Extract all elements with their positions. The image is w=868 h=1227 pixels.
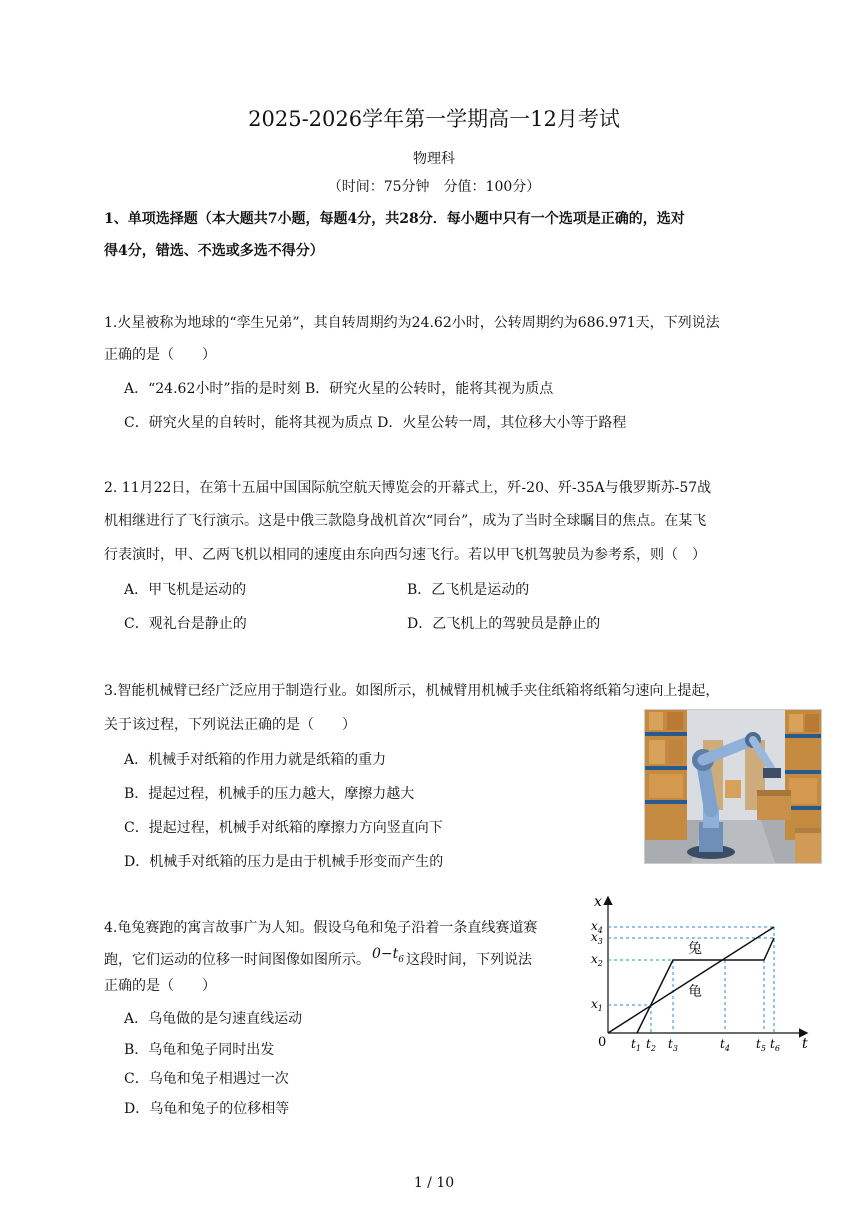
q3-option-b: B．提起过程，机械手的压力越大，摩擦力越大 — [124, 786, 415, 802]
subject-label: 物理科 — [413, 151, 455, 167]
t-axis-label: t — [802, 1036, 808, 1052]
q4-option-b: B．乌龟和兔子同时出发 — [124, 1042, 275, 1058]
t-tick-labels — [631, 1037, 780, 1053]
q4-interval-sub: 6 — [398, 954, 404, 965]
robot-arm-photo — [644, 709, 822, 864]
section1-heading-line1: 1、单项选择题（本大题共7小题，每题4分，共28分．每小题中只有一个选项是正确的，选对 — [104, 211, 685, 227]
t-tick-t3: $t_3$ — [668, 1037, 678, 1053]
q4-stem-line2 — [104, 946, 532, 971]
q2-stem-line3: 行表演时，甲、乙两飞机以相同的速度由东向西匀速飞行。若以甲飞机驾驶员为参考系，则（ ） — [104, 547, 706, 563]
tortoise-label: 龟 — [688, 984, 702, 1000]
q1-stem-line2: 正确的是（ ） — [104, 347, 216, 363]
y-tick-x1: $x_1$ — [591, 997, 603, 1013]
x-axis-label: x — [594, 894, 602, 910]
q4-interval-expression — [372, 946, 404, 965]
q2-option-c: C．观礼台是静止的 — [124, 616, 247, 632]
page-title: 2025-2026学年第一学期高一12月考试 — [248, 107, 620, 131]
t-tick-t2: $t_2$ — [646, 1037, 656, 1053]
q2-option-b: B．乙飞机是运动的 — [407, 582, 530, 598]
page-number: 1 / 10 — [413, 1175, 455, 1191]
q3-option-c: C．提起过程，机械手对纸箱的摩擦力方向竖直向下 — [124, 820, 443, 836]
t-tick-t6: $t_6$ — [770, 1037, 780, 1053]
displacement-time-graph — [588, 892, 813, 1060]
y-tick-labels — [591, 919, 603, 1013]
q4-stem-line2-part2: 这段时间，下列说法 — [406, 952, 532, 968]
q4-option-a: A．乌龟做的是匀速直线运动 — [124, 1011, 303, 1027]
graph-origin: 0 — [598, 1035, 607, 1050]
q1-option-cd: C．研究火星的自转时，能将其视为质点 D．火星公转一周，其位移大小等于路程 — [124, 415, 627, 431]
q3-stem-line1: 3.智能机械臂已经广泛应用于制造行业。如图所示，机械臂用机械手夹住纸箱将纸箱匀速向上提起， — [104, 683, 720, 699]
q4-stem-line3: 正确的是（ ） — [104, 978, 216, 994]
q4-stem-line1: 4.龟兔赛跑的寓言故事广为人知。假设乌龟和兔子沿着一条直线赛道赛 — [104, 920, 538, 936]
q4-option-d: D．乌龟和兔子的位移相等 — [124, 1101, 290, 1117]
rabbit-label: 兔 — [688, 941, 702, 957]
graph-svg — [588, 892, 813, 1060]
q4-interval: 0−t — [372, 946, 399, 962]
q2-stem-line1: 2. 11月22日，在第十五届中国国际航空航天博览会的开幕式上，歼-20、歼-35A与俄罗斯苏-57战 — [104, 480, 712, 496]
q3-option-d: D．机械手对纸箱的压力是由于机械手形变而产生的 — [124, 854, 444, 870]
y-tick-x2: $x_2$ — [591, 952, 603, 968]
q1-option-ab: A．“24.62小时”指的是时刻 B．研究火星的公转时，能将其视为质点 — [124, 381, 554, 397]
q1-stem-line1: 1.火星被称为地球的“孪生兄弟”，其自转周期约为24.62小时，公转周期约为686.971天，下列说法 — [104, 315, 720, 331]
q4-stem-line2-part1: 跑，它们运动的位移一时间图像如图所示。 — [104, 952, 370, 968]
exam-meta: （时间：75分钟 分值：100分） — [327, 179, 541, 195]
t-tick-t1: $t_1$ — [631, 1037, 641, 1053]
t-tick-t5: $t_5$ — [756, 1037, 766, 1053]
robot-arm-illustration — [645, 710, 821, 863]
q4-option-c: C．乌龟和兔子相遇过一次 — [124, 1071, 289, 1087]
rabbit-line — [637, 938, 774, 1033]
q2-option-a: A．甲飞机是运动的 — [124, 582, 247, 598]
q3-stem-line2: 关于该过程，下列说法正确的是（ ） — [104, 717, 356, 733]
q2-stem-line2: 机相继进行了飞行演示。这是中俄三款隐身战机首次“同台”，成为了当时全球瞩目的焦点。在某飞 — [104, 513, 707, 529]
y-tick-x4: $x_4$ — [591, 919, 603, 935]
q3-option-a: A．机械手对纸箱的作用力就是纸箱的重力 — [124, 752, 387, 768]
q2-option-d: D．乙飞机上的驾驶员是静止的 — [407, 616, 601, 632]
section1-heading-line2: 得4分，错选、不选或多选不得分） — [104, 243, 324, 259]
t-tick-t4: $t_4$ — [720, 1037, 730, 1053]
y-tick-x3: $x_3$ — [591, 930, 603, 946]
